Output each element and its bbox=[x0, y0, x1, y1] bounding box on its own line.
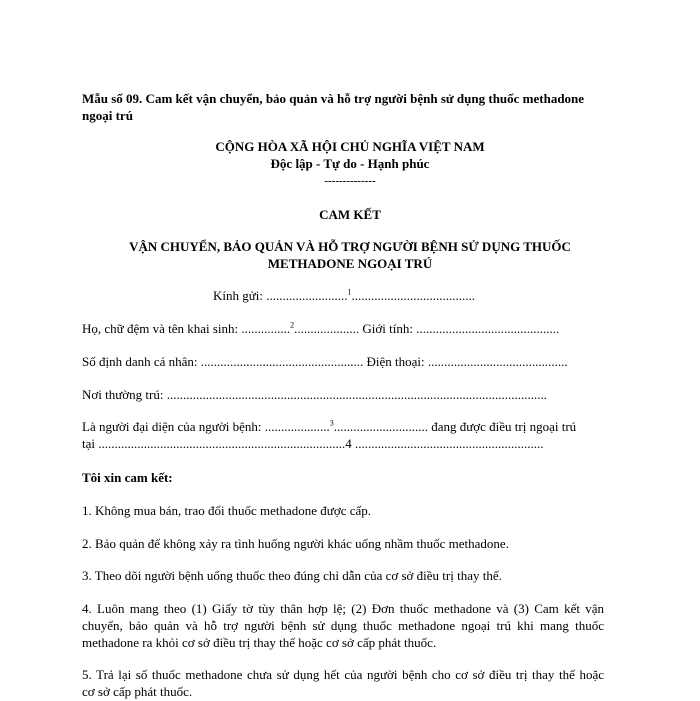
commitment-item-3: 3. Theo dõi người bệnh uống thuốc theo đúng chỉ dẫn của cơ sở điều trị thay thế. bbox=[82, 568, 502, 583]
residence-field: Nơi thường trú: ..................................................................................................................... bbox=[82, 387, 547, 402]
recipient-blank: ...................................... bbox=[351, 288, 476, 303]
commitment-item-2: 2. Bảo quản để không xảy ra tình huống người khác uống nhầm thuốc methadone. bbox=[82, 536, 509, 551]
recipient-field bbox=[213, 287, 613, 305]
representative-field bbox=[82, 418, 622, 436]
commitment-item-4-line-1: 4. Luôn mang theo (1) Giấy tờ tùy thân hợp lệ; (2) Đơn thuốc methadone và (3) Cam kết vận bbox=[82, 601, 604, 616]
representative-label: Là người đại diện của người bệnh: .................... bbox=[82, 419, 330, 434]
footnote-marker-2: 2 bbox=[290, 320, 295, 330]
treatment-location-field: tại ............................................................................4 .......................................................... bbox=[82, 436, 544, 451]
footnote-marker-1: 1 bbox=[347, 287, 352, 297]
full-name-label: Họ, chữ đệm và tên khai sinh: ............... bbox=[82, 321, 291, 336]
full-name-field bbox=[82, 320, 622, 338]
commitment-heading: Tôi xin cam kết: bbox=[82, 470, 173, 485]
recipient-label: Kính gửi: ......................... bbox=[213, 288, 348, 303]
document-subtitle-continued: METHADONE NGOẠI TRÚ bbox=[267, 256, 433, 271]
country-name: CỘNG HÒA XÃ HỘI CHỦ NGHĨA VIỆT NAM bbox=[215, 139, 485, 154]
commitment-item-4-line-2: chuyển, bảo quản và hỗ trợ người bệnh sử dụng thuốc methadone ngoại trú khi mang thuốc bbox=[82, 618, 604, 633]
document-title: CAM KẾT bbox=[319, 207, 381, 222]
commitment-item-5-line-2: cơ sở cấp phát thuốc. bbox=[82, 684, 193, 699]
personal-id-field: Số định danh cá nhân: .................................................. Điện thoại: ........................................... bbox=[82, 354, 568, 369]
commitment-item-1: 1. Không mua bán, trao đổi thuốc methadone được cấp. bbox=[82, 503, 372, 518]
commitment-item-5-line-1: 5. Trả lại số thuốc methadone chưa sử dụng hết của người bệnh cho cơ sở điều trị thay thế hoặc bbox=[82, 667, 604, 682]
footnote-marker-3: 3 bbox=[329, 418, 334, 428]
national-motto: Độc lập - Tự do - Hạnh phúc bbox=[270, 156, 430, 171]
document-subtitle: VẬN CHUYỂN, BẢO QUẢN VÀ HỖ TRỢ NGƯỜI BỆNH SỬ DỤNG THUỐC bbox=[129, 239, 571, 254]
form-number-heading-continued: ngoại trú bbox=[82, 108, 133, 123]
representative-treatment: ............................. đang được điều trị ngoại trú bbox=[333, 419, 577, 434]
gender-field: .................... Giới tính: ............................................ bbox=[294, 321, 560, 336]
form-number-heading: Mẫu số 09. Cam kết vận chuyển, bảo quản và hỗ trợ người bệnh sử dụng thuốc methadone bbox=[82, 91, 585, 106]
motto-underline: -------------- bbox=[324, 175, 376, 187]
commitment-item-4-line-3: methadone ra khỏi cơ sở điều trị thay thế hoặc cơ sở cấp phát thuốc. bbox=[82, 635, 437, 650]
